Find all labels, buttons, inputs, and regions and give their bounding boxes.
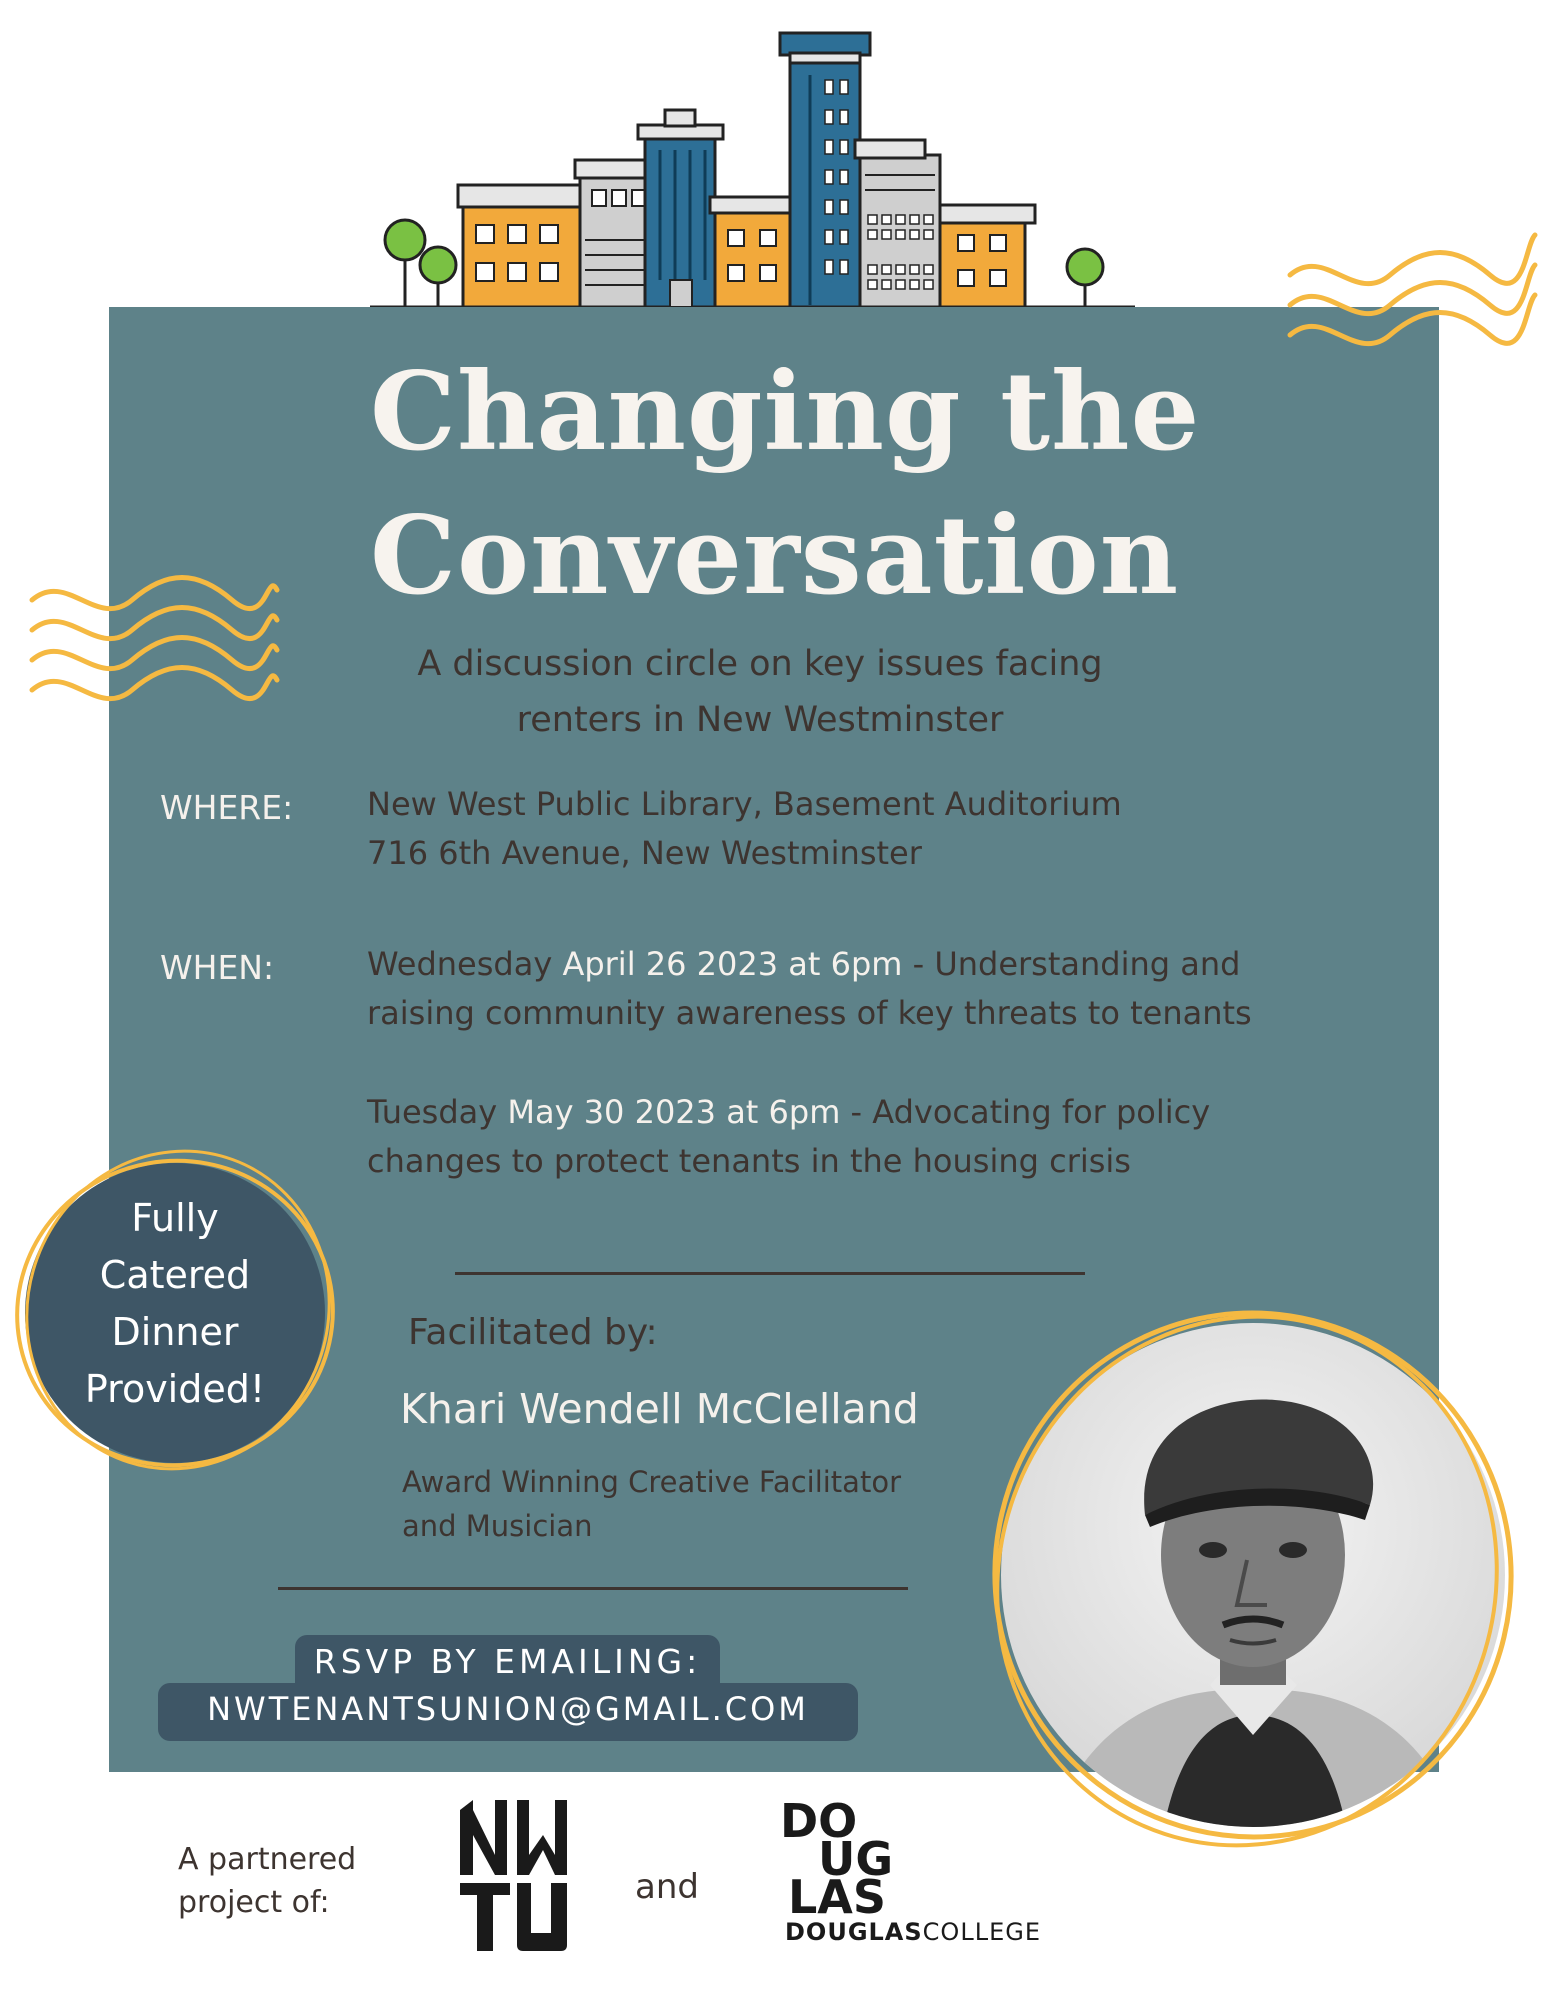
facilitator-name: Khari Wendell McClelland <box>400 1385 919 1433</box>
facilitator-role <box>402 1460 901 1548</box>
facilitator-role-line: Award Winning Creative Facilitator <box>402 1465 901 1499</box>
page-title <box>370 340 1270 628</box>
douglas-wordmark-light: COLLEGE <box>922 1918 1041 1946</box>
facilitator-label: Facilitated by: <box>408 1312 658 1353</box>
badge-line: Fully <box>131 1196 219 1240</box>
event-1-details <box>367 940 1252 1038</box>
event-1-day: Wednesday <box>367 945 563 983</box>
svg-text:UG: UG <box>818 1832 894 1886</box>
badge-line: Dinner <box>111 1310 239 1354</box>
facilitator-role-line: and Musician <box>402 1509 593 1543</box>
when-label: WHEN: <box>160 948 275 987</box>
where-label: WHERE: <box>160 788 294 827</box>
facilitator-photo <box>985 1305 1520 1850</box>
dinner-badge-text <box>40 1190 310 1418</box>
event-2-topic: - Advocating for policy <box>840 1093 1211 1131</box>
title-line-2: Conversation <box>370 493 1180 619</box>
wavy-lines-decoration <box>22 570 282 710</box>
city-skyline-illustration <box>370 25 1135 310</box>
svg-text:DO: DO <box>780 1795 858 1848</box>
svg-text:LAS: LAS <box>788 1870 887 1924</box>
subtitle-line-2: renters in New Westminster <box>516 700 1004 740</box>
douglas-college-wordmark <box>785 1918 1041 1946</box>
divider-line <box>278 1587 908 1590</box>
rsvp-label: RSVP BY EMAILING: <box>313 1642 702 1681</box>
event-1-topic: - Understanding and <box>902 945 1241 983</box>
divider-line <box>455 1272 1085 1275</box>
wavy-lines-decoration <box>1285 225 1540 365</box>
event-2-day: Tuesday <box>367 1093 508 1131</box>
event-2-topic-cont: changes to protect tenants in the housing crisis <box>367 1142 1131 1180</box>
partner-caption-line: project of: <box>178 1885 330 1920</box>
subtitle-line-1: A discussion circle on key issues facing <box>417 644 1103 684</box>
and-text: and <box>635 1867 699 1907</box>
event-1-topic-cont: raising community awareness of key threats to tenants <box>367 994 1252 1032</box>
venue-address: 716 6th Avenue, New Westminster <box>367 834 922 872</box>
nwtu-logo <box>455 1795 575 1955</box>
partner-caption <box>178 1838 356 1924</box>
event-2-details <box>367 1088 1210 1186</box>
rsvp-email-link[interactable]: NWTENANTSUNION@GMAIL.COM <box>207 1690 809 1728</box>
partner-caption-line: A partnered <box>178 1842 357 1877</box>
venue-name: New West Public Library, Basement Auditorium <box>367 785 1122 823</box>
event-1-date: April 26 2023 at 6pm <box>562 945 903 983</box>
where-details <box>367 780 1122 878</box>
event-2-date: May 30 2023 at 6pm <box>507 1093 841 1131</box>
title-line-1: Changing the <box>370 349 1201 475</box>
badge-line: Provided! <box>84 1367 266 1411</box>
subtitle <box>360 636 1160 748</box>
badge-line: Catered <box>99 1253 251 1297</box>
douglas-wordmark-bold: DOUGLAS <box>785 1918 923 1946</box>
